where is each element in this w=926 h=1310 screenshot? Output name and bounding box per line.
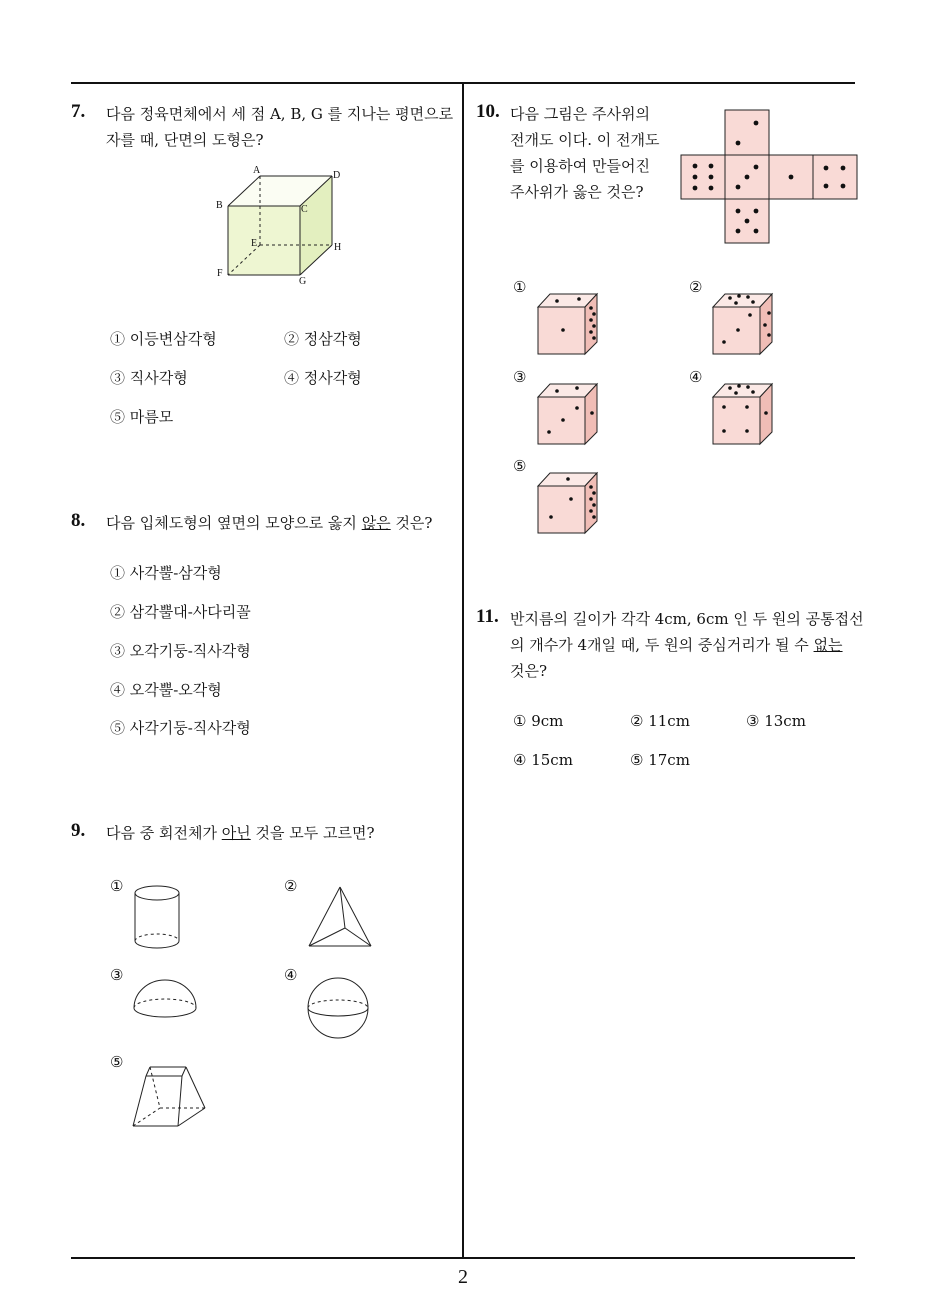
- option-2[interactable]: ② 11cm: [630, 712, 690, 730]
- vertex-label-h: H: [334, 242, 342, 253]
- vertex-label-a: A: [253, 165, 261, 176]
- vertex-label-d: D: [333, 170, 341, 181]
- option-2[interactable]: ②: [284, 877, 298, 895]
- option-2[interactable]: ② 삼각뿔대-사다리꼴: [110, 603, 251, 621]
- question-number: 11.: [476, 606, 499, 627]
- underlined-word: 없는: [813, 636, 843, 654]
- option-1[interactable]: ① 이등변삼각형: [110, 330, 217, 348]
- option-5[interactable]: ⑤: [513, 457, 527, 475]
- option-5[interactable]: ⑤ 마름모: [110, 408, 174, 426]
- bottom-rule: [71, 1257, 855, 1259]
- question-text: [106, 510, 432, 536]
- vertex-label-g: G: [299, 276, 307, 285]
- question-number: 8.: [71, 510, 86, 531]
- option-1[interactable]: ①: [513, 278, 527, 296]
- option-3[interactable]: ③ 오각기둥-직사각형: [110, 642, 251, 660]
- vertex-label-e: E: [251, 238, 258, 249]
- option-5[interactable]: ⑤ 사각기둥-직사각형: [110, 719, 251, 737]
- die-option-3: [535, 380, 603, 446]
- question-text-line2: [510, 632, 843, 658]
- cylinder-figure: [130, 884, 184, 952]
- text-part: 다음 중 회전체가: [106, 824, 222, 842]
- dice-net-figure: [680, 108, 860, 246]
- triangular-pyramid-figure: [305, 884, 377, 952]
- option-4[interactable]: ④ 오각뿔-오각형: [110, 681, 222, 699]
- option-4[interactable]: ④: [689, 368, 703, 386]
- question-text-line3: 것은?: [510, 662, 548, 680]
- option-2[interactable]: ②: [689, 278, 703, 296]
- cube-front-face: [228, 206, 300, 275]
- option-2[interactable]: ② 정삼각형: [284, 330, 362, 348]
- underlined-word: 아닌: [221, 824, 251, 842]
- question-text-line1: 다음 정육면체에서 세 점 A, B, G 를 지나는 평면으로: [106, 105, 454, 123]
- option-3[interactable]: ③: [110, 966, 124, 984]
- option-5[interactable]: ⑤ 17cm: [630, 751, 690, 769]
- question-text: [106, 820, 375, 846]
- page-number: 2: [458, 1266, 468, 1288]
- question-text-line2: 전개도 이다. 이 전개도: [510, 131, 660, 149]
- frustum-figure: [128, 1062, 210, 1134]
- option-4[interactable]: ④ 정사각형: [284, 369, 362, 387]
- option-5[interactable]: ⑤: [110, 1053, 124, 1071]
- die-option-1: [535, 290, 603, 356]
- option-1[interactable]: ① 사각뿔-삼각형: [110, 564, 222, 582]
- hemisphere-figure: [130, 976, 200, 1024]
- text-part: 의 개수가 4개일 때, 두 원의 중심거리가 될 수: [510, 636, 814, 654]
- option-1[interactable]: ① 9cm: [513, 712, 564, 730]
- vertex-label-f: F: [217, 268, 223, 279]
- option-4[interactable]: ④: [284, 966, 298, 984]
- option-4[interactable]: ④ 15cm: [513, 751, 573, 769]
- option-3[interactable]: ③ 직사각형: [110, 369, 188, 387]
- question-text-line1: 반지름의 길이가 각각 4cm, 6cm 인 두 원의 공통접선: [510, 610, 864, 628]
- question-text-line3: 를 이용하여 만들어진: [510, 157, 650, 175]
- question-number: 9.: [71, 820, 86, 841]
- option-3[interactable]: ③ 13cm: [746, 712, 806, 730]
- text-part: 것을 모두 고르면?: [250, 824, 375, 842]
- cube-figure: [205, 160, 365, 285]
- vertex-label-b: B: [216, 200, 223, 211]
- option-3[interactable]: ③: [513, 368, 527, 386]
- question-text-line2: 자를 때, 단면의 도형은?: [106, 131, 264, 149]
- die-option-2: [710, 290, 778, 356]
- question-number: 7.: [71, 101, 86, 122]
- question-number: 10.: [476, 101, 500, 122]
- die-option-5: [535, 469, 603, 535]
- option-1[interactable]: ①: [110, 877, 124, 895]
- sphere-figure: [305, 972, 373, 1044]
- column-divider: [462, 83, 464, 1258]
- question-text-line4: 주사위가 옳은 것은?: [510, 183, 644, 201]
- question-text-line1: 다음 그림은 주사위의: [510, 105, 650, 123]
- underlined-word: 않은: [361, 514, 391, 532]
- die-option-4: [710, 380, 778, 446]
- vertex-label-c: C: [301, 204, 308, 215]
- text-part: 것은?: [390, 514, 433, 532]
- text-part: 다음 입체도형의 옆면의 모양으로 옳지: [106, 514, 362, 532]
